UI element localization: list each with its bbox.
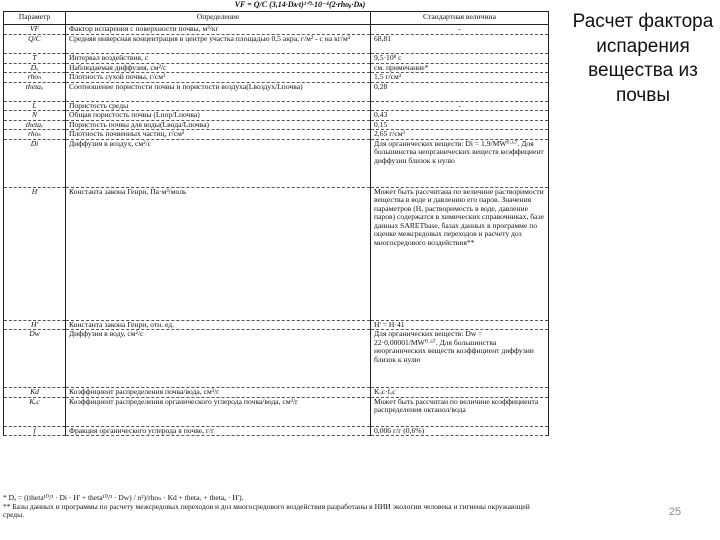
param-cell: thetaᵥ — [4, 120, 66, 130]
header-value: Стандартная величина — [371, 12, 549, 25]
definition-cell: Фракция органического углерода в почве, г/г — [66, 426, 371, 436]
param-cell: f — [4, 426, 66, 436]
param-cell: Kₒc — [4, 397, 66, 426]
definition-cell: Коэффициент распределения органического углерода почва/вода, см³/г — [66, 397, 371, 426]
value-cell: 1,5 г/см³ — [371, 73, 549, 83]
definition-cell: Коэффициент распределения почва/вода, см³/г — [66, 388, 371, 398]
value-cell: Kₒc·fₒc — [371, 388, 549, 398]
table-row — [4, 320, 549, 330]
param-cell: VF — [4, 25, 66, 35]
definition-cell: Интервал воздействия, с — [66, 54, 371, 64]
table-row — [4, 120, 549, 130]
param-cell: Di — [4, 139, 66, 187]
slide-title: Расчет фактора испарения вещества из почвы — [572, 11, 714, 107]
definition-cell: Соотношение пористости почвы и пористости воздуха(Lвоздух/Lпочва) — [66, 82, 371, 101]
value-cell: 0,43 — [371, 111, 549, 121]
table-row — [4, 426, 549, 436]
param-cell: rhoₛ — [4, 130, 66, 140]
table-row — [4, 187, 549, 320]
definition-cell: Средняя инверсная концентрация в центре участка площадью 0,5 акра, г/м² - с на кг/м³ — [66, 35, 371, 54]
value-cell: 2,65 г/см³ — [371, 130, 549, 140]
table-formula: VF = Q/C (3,14·Dᴀ·t)¹ᐟ²·10⁻⁴(2·rhoᵦ·Dᴀ) — [234, 0, 366, 9]
table-row — [4, 111, 549, 121]
param-cell: L — [4, 101, 66, 111]
value-cell: см. примечание* — [371, 63, 549, 73]
header-param: Параметр — [4, 12, 66, 25]
param-cell: rhoₙ — [4, 73, 66, 83]
table-row — [4, 101, 549, 111]
definition-cell: Пористость почвы для воды(Lвода/Lпочва) — [66, 120, 371, 130]
value-cell: 0,15 — [371, 120, 549, 130]
value-cell: H' = H·41 — [371, 320, 549, 330]
param-cell: Q/C — [4, 35, 66, 54]
table-row — [4, 54, 549, 64]
value-cell: Может быть рассчитана по величине растворимости вещества в воде и давлению его паров. Значения параметров (H, растворимость в воде, давление паров) содержатся в химических справочниках, базе данных SARETbase, базах данных в программе по оценке межсредовых переходов и расчету доз многосредового воздействия** — [371, 187, 549, 320]
value-cell: Для органических веществ: Di = 1,9/MW⁰·⁶⁷. Для большинства неорганических веществ коэффициент диффузии близок к нулю — [371, 139, 549, 187]
slide-number: 25 — [668, 506, 682, 518]
param-cell: Kd — [4, 388, 66, 398]
table-header-row — [4, 12, 549, 25]
value-cell: - — [371, 101, 549, 111]
table-row — [4, 139, 549, 187]
value-cell: Может быть рассчитан по величине коэффициента распределения октанол/вода — [371, 397, 549, 426]
definition-cell: Константа закона Генри, Па·м³/моль — [66, 187, 371, 320]
param-cell: T — [4, 54, 66, 64]
definition-cell: Фактор испарения с поверхности почвы, м³/кг — [66, 25, 371, 35]
table-row — [4, 35, 549, 54]
table-row — [4, 130, 549, 140]
footnote-1: * Dₐ = ((theta¹⁰/³ · Di · H' + theta¹⁰/³ · Dw) / n²)/rhoₙ · Kd + thetaᵥ + thetaₐ · H'). — [3, 493, 244, 502]
definition-cell: Наблюдаемая диффузия, см²/с — [66, 63, 371, 73]
value-cell: 9,5·10⁸ с — [371, 54, 549, 64]
table-row — [4, 397, 549, 426]
value-cell: 68,81 — [371, 35, 549, 54]
param-cell: H' — [4, 320, 66, 330]
table-row — [4, 82, 549, 101]
value-cell: Для органических веществ: Dw = 22·0,00001/MW⁰·⁶⁷. Для большинства неорганических веществ коэффициент диффузии близок к нулю — [371, 330, 549, 388]
definition-cell: Плотность почвенных частиц, г/см³ — [66, 130, 371, 140]
definition-cell: Пористость среды — [66, 101, 371, 111]
footnotes — [3, 494, 551, 520]
parameters-table — [3, 11, 549, 436]
table-row — [4, 388, 549, 398]
definition-cell: Плотность сухой почвы, г/см³ — [66, 73, 371, 83]
param-cell: thetaₐ — [4, 82, 66, 101]
table-body — [4, 25, 549, 436]
table-row — [4, 330, 549, 388]
header-definition: Определение — [66, 12, 371, 25]
value-cell: 0,28 — [371, 82, 549, 101]
param-cell: H — [4, 187, 66, 320]
definition-cell: Общая пористость почвы (Lпор/Lпочва) — [66, 111, 371, 121]
param-cell: N — [4, 111, 66, 121]
definition-cell: Диффузия в воду, см²/с — [66, 330, 371, 388]
definition-cell: Константа закона Генри, отн. ед. — [66, 320, 371, 330]
param-cell: Dw — [4, 330, 66, 388]
value-cell: 0,006 г/г (0,6%) — [371, 426, 549, 436]
table-row — [4, 63, 549, 73]
table-row — [4, 73, 549, 83]
value-cell: - — [371, 25, 549, 35]
definition-cell: Диффузия в воздух, см²/с — [66, 139, 371, 187]
table-row — [4, 25, 549, 35]
footnote-2: ** Базы данных и программы по расчету межсредовых переходов и доз многосредового воздействия разработаны в НИИ экологии человека и гигиены окружающей среды. — [3, 501, 530, 520]
param-cell: Dₐ — [4, 63, 66, 73]
